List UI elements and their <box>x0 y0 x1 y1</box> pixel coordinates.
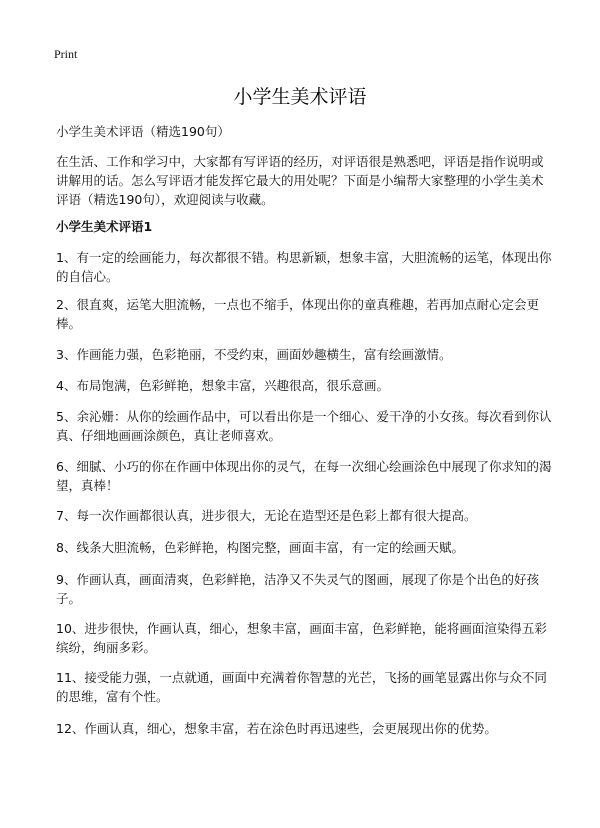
comment-item: 12、作画认真，细心，想象丰富，若在涂色时再迅速些，会更展现出你的优势。 <box>56 721 497 736</box>
page-title: 小学生美术评语 <box>233 86 367 108</box>
comment-item: 9、作画认真，画面清爽，色彩鲜艳，洁净又不失灵气的图画，展现了你是个出色的好孩子。 <box>56 572 539 606</box>
comment-item: 5、余沁姗：从你的绘画作品中，可以看出你是一个细心、爱干净的小女孩。每次看到你认真、仔细地画画涂颜色，真让老师喜欢。 <box>56 409 552 443</box>
comment-item: 4、布局饱满，色彩鲜艳，想象丰富，兴趣很高，很乐意画。 <box>56 378 389 393</box>
comment-item: 7、每一次作画都很认真，进步很大，无论在造型还是色彩上都有很大提高。 <box>56 508 477 523</box>
document-subtitle: 小学生美术评语（精选190句） <box>56 124 230 139</box>
comment-item: 2、很直爽，运笔大胆流畅，一点也不缩手，体现出你的童真稚趣，若再加点耐心定会更棒。 <box>56 297 539 331</box>
section-heading: 小学生美术评语1 <box>56 219 153 234</box>
comment-item: 6、细腻、小巧的你在作画中体现出你的灵气，在每一次细心绘画涂色中展现了你求知的渴望，真棒！ <box>56 459 552 493</box>
comment-item: 11、接受能力强，一点就通，画面中充满着你智慧的光芒，飞扬的画笔显露出你与众不同的思维，富有个性。 <box>56 670 547 704</box>
comment-item: 8、线条大胆流畅，色彩鲜艳，构图完整，画面丰富，有一定的绘画天赋。 <box>56 540 464 555</box>
intro-paragraph: 在生活、工作和学习中，大家都有写评语的经历，对评语很是熟悉吧，评语是指作说明或讲解用的话。怎么写评语才能发挥它最大的用处呢？下面是小编帮大家整理的小学生美术评语（精选190句），欢迎阅读与收藏。 <box>56 154 544 207</box>
comment-item: 10、进步很快，作画认真，细心，想象丰富，画面丰富，色彩鲜艳，能将画面渲染得五彩缤纷，绚丽多彩。 <box>56 621 547 655</box>
comment-item: 3、作画能力强，色彩艳丽，不受约束，画面妙趣横生，富有绘画激情。 <box>56 347 452 362</box>
comment-item: 1、有一定的绘画能力，每次都很不错。构思新颖，想象丰富，大胆流畅的运笔，体现出你的自信心。 <box>56 250 552 284</box>
print-link[interactable]: Print <box>54 47 78 61</box>
